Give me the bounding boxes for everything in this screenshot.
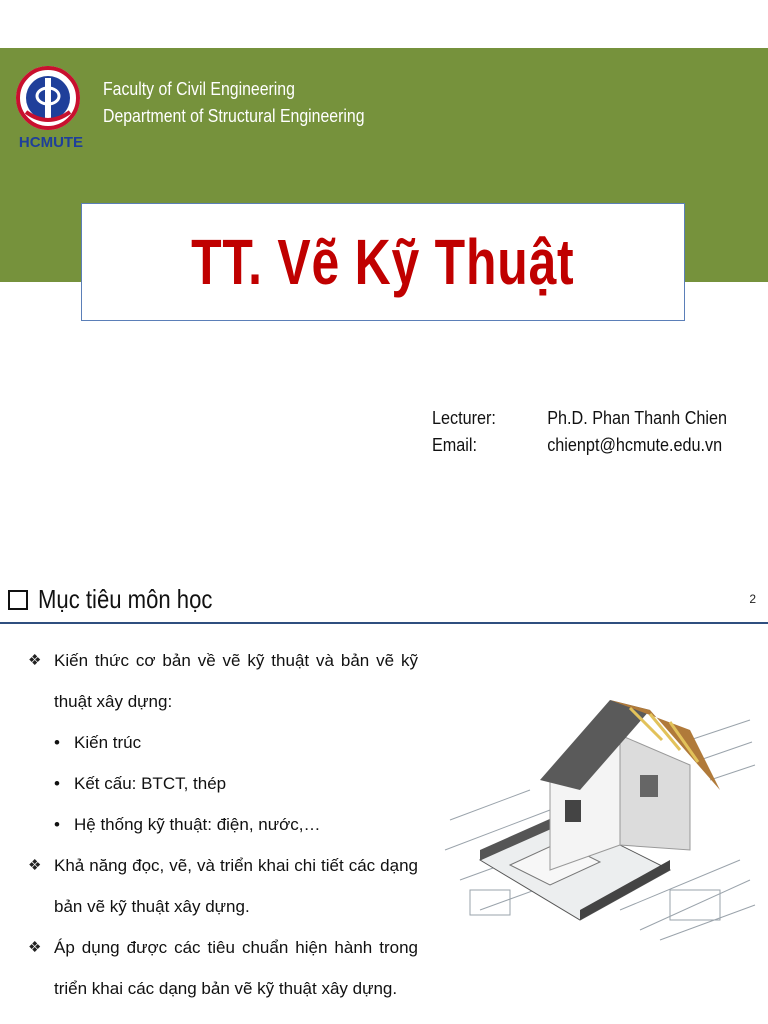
list-item: ❖ Khả năng đọc, vẽ, và triển khai chi tiết các dạng bản vẽ kỹ thuật xây dựng. xyxy=(28,845,418,927)
house-illustration xyxy=(440,680,760,950)
diamond-bullet-icon: ❖ xyxy=(28,939,42,956)
logo-text: HCMUTE xyxy=(18,134,84,151)
faculty-name: Faculty of Civil Engineering xyxy=(103,79,295,99)
faculty-info xyxy=(103,76,365,130)
slide-header xyxy=(8,584,243,615)
sub-list-item: • Kiến trúc xyxy=(28,722,418,763)
checkbox-icon xyxy=(8,590,28,610)
list-item: ❖ Kiến thức cơ bản về vẽ kỹ thuật và bản vẽ kỹ thuật xây dựng: xyxy=(28,640,418,722)
course-title: TT. Vẽ Kỹ Thuật xyxy=(191,226,575,298)
email-row xyxy=(432,432,727,459)
dot-bullet-icon: • xyxy=(54,774,60,793)
title-box xyxy=(81,203,685,321)
logo-emblem-icon xyxy=(12,64,90,134)
diamond-bullet-icon: ❖ xyxy=(28,857,42,874)
lecturer-label: Lecturer: xyxy=(432,408,496,428)
department-name: Department of Structural Engineering xyxy=(103,106,365,126)
diamond-bullet-icon: ❖ xyxy=(28,652,42,669)
email-label: Email: xyxy=(432,435,478,455)
objectives-slide xyxy=(0,570,768,1024)
lecturer-row xyxy=(432,405,727,432)
header-divider xyxy=(0,622,768,624)
page-number: 2 xyxy=(749,592,756,606)
email-value: chienpt@hcmute.edu.vn xyxy=(547,435,723,455)
slide-title: Mục tiêu môn học xyxy=(38,584,213,614)
dot-bullet-icon: • xyxy=(54,733,60,752)
lecturer-value: Ph.D. Phan Thanh Chien xyxy=(547,408,728,428)
sub-list-item: • Hệ thống kỹ thuật: điện, nước,… xyxy=(28,804,418,845)
dot-bullet-icon: • xyxy=(54,815,60,834)
objectives-list xyxy=(28,640,418,1009)
lecturer-info xyxy=(432,405,760,459)
hcmute-logo xyxy=(12,64,90,156)
sub-list-item: • Kết cấu: BTCT, thép xyxy=(28,763,418,804)
list-item: ❖ Áp dụng được các tiêu chuẩn hiện hành trong triển khai các dạng bản vẽ kỹ thuật xây dựng. xyxy=(28,927,418,1009)
